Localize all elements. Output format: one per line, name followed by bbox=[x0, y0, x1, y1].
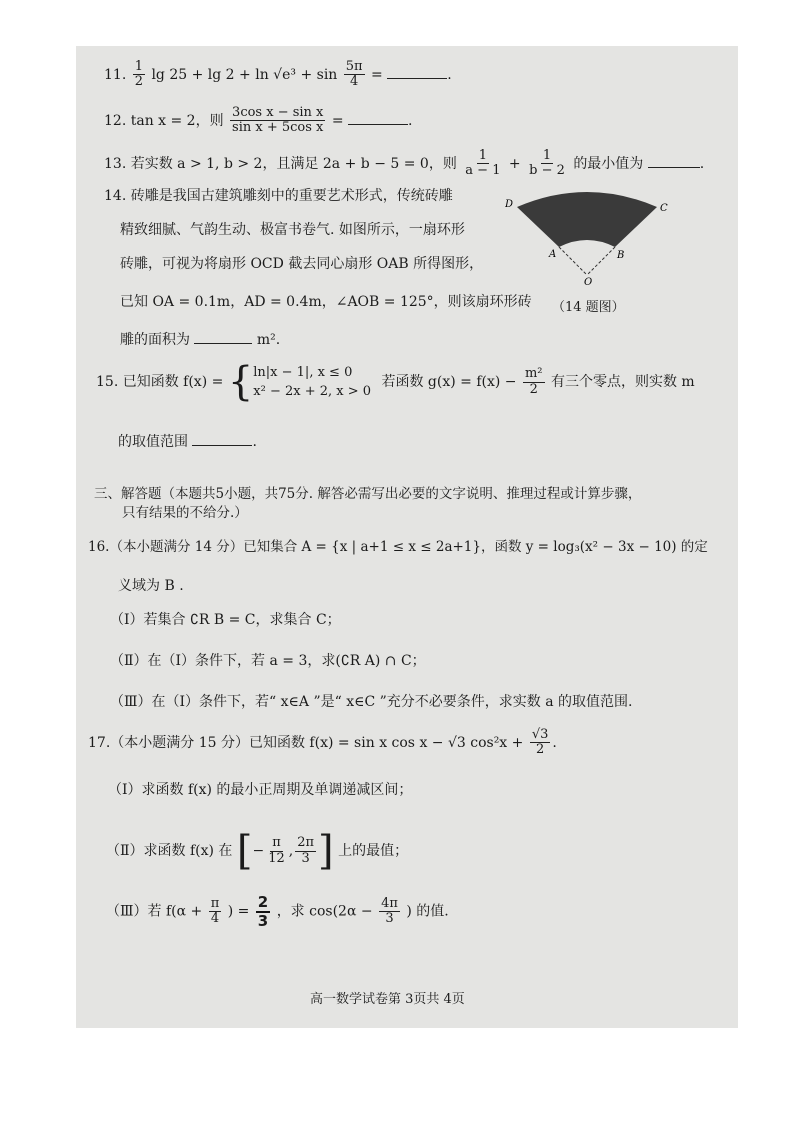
numerator: 2π bbox=[297, 835, 315, 851]
question-text: 的最小值为 bbox=[573, 155, 644, 172]
equals-sign: = bbox=[371, 66, 383, 83]
question-text: ，求 cos(2α − bbox=[276, 903, 373, 920]
fraction-m bbox=[523, 367, 545, 397]
question-13: 13. 若实数 a > 1, b > 2，且满足 2a + b − 5 = 0，则 $\frac{1}{a - 1}$ + $\frac{1}{b - 2}$ 的最小值为 . bbox=[104, 148, 705, 179]
answer-blank bbox=[192, 445, 252, 446]
question-number: 11. bbox=[104, 66, 127, 83]
question-text: 若函数 g(x) = f(x) − bbox=[381, 374, 517, 390]
numerator: 3cos x − sin x bbox=[232, 105, 324, 120]
numerator: 1 bbox=[542, 148, 552, 163]
fraction-pi-over-4 bbox=[209, 897, 222, 927]
fraction-one-half bbox=[133, 60, 145, 90]
question-16-part-2: （Ⅱ）在（Ⅰ）条件下，若 a = 3，求(∁R A) ∩ C； bbox=[110, 653, 426, 669]
question-text: （Ⅲ）若 f(α + bbox=[106, 903, 203, 920]
piecewise-cases bbox=[253, 363, 371, 402]
case-2: x² − 2x + 2, x > 0 bbox=[253, 384, 372, 399]
label-d: D bbox=[505, 199, 514, 210]
left-bracket: [ bbox=[236, 828, 253, 874]
numerator: 1 bbox=[478, 148, 488, 163]
question-17-part-1: （Ⅰ）求函数 f(x) 的最小正周期及单调递减区间； bbox=[108, 782, 413, 798]
question-16-part-3: （Ⅲ）在（Ⅰ）条件下，若“ x∈A ”是“ x∈C ”充分不必要条件，求实数 a 的取值范围. bbox=[110, 694, 633, 710]
question-number: 15. bbox=[96, 374, 119, 390]
answer-blank bbox=[348, 124, 408, 125]
dashed-radius-right bbox=[587, 247, 615, 275]
annular-sector-shape bbox=[517, 192, 657, 247]
question-17 bbox=[88, 728, 557, 758]
piecewise-brace: { bbox=[227, 359, 254, 405]
question-16-line-1: 16.（本小题满分 14 分）已知集合 A = {x | a+1 ≤ x ≤ 2a+1}，函数 y = log₃(x² − 3x − 10) 的定 bbox=[88, 539, 708, 555]
question-14-line-2: 精致细腻、气韵生动、极富书卷气. 如图所示，一扇环形 bbox=[120, 222, 465, 238]
fraction-root3-over-2 bbox=[530, 728, 551, 758]
interval-end bbox=[295, 836, 316, 866]
numerator: π bbox=[210, 895, 220, 911]
question-text: 上的最值； bbox=[338, 843, 409, 859]
question-15 bbox=[96, 359, 695, 405]
denominator: 3 bbox=[257, 911, 269, 930]
section-3-note: 只有结果的不给分.） bbox=[122, 505, 248, 521]
denominator: 2 bbox=[529, 381, 538, 397]
question-text: ) 的值. bbox=[406, 903, 449, 920]
numerator: √3 bbox=[531, 727, 549, 742]
fraction-4pi-over-3 bbox=[379, 897, 400, 927]
label-o: O bbox=[584, 277, 593, 288]
dashed-radius-left bbox=[559, 247, 587, 275]
page-footer: 高一数学试卷第 3页共 4页 bbox=[310, 992, 465, 1007]
question-17-part-3 bbox=[106, 894, 449, 929]
unit-text: m². bbox=[256, 332, 281, 348]
question-text: ) = bbox=[227, 903, 250, 920]
question-number: 14. bbox=[104, 188, 127, 204]
denominator: 3 bbox=[385, 911, 394, 926]
label-c: C bbox=[660, 203, 668, 214]
question-text: 有三个零点，则实数 m bbox=[550, 374, 695, 390]
denominator: 4 bbox=[350, 74, 359, 90]
fraction-angle bbox=[344, 60, 365, 90]
question-14-line-3: 砖雕，可视为将扇形 OCD 截去同心扇形 OAB 所得图形， bbox=[120, 256, 484, 272]
question-15-line-2: 的取值范围 . bbox=[118, 434, 257, 450]
interval-start bbox=[266, 836, 287, 866]
label-a: A bbox=[549, 249, 557, 260]
answer-blank bbox=[194, 343, 252, 344]
question-text: 的取值范围 bbox=[118, 434, 188, 450]
denominator: 12 bbox=[268, 850, 285, 866]
question-17-part-2: （Ⅱ）求函数 f(x) 在 [− $\frac{\pi}{12}$ , $\frac{2\pi}{3}$ ] 上的最值； bbox=[106, 828, 409, 874]
denominator: sin x + 5cos x bbox=[232, 120, 324, 136]
numerator: 2 bbox=[257, 893, 269, 911]
numerator: 4π bbox=[381, 895, 398, 911]
question-11: 11. $\frac{1}{2}$ lg 25 + lg 2 + ln √e³ + sin $\frac{5\pi}{4}$ = . bbox=[104, 59, 452, 90]
question-text: （Ⅱ）求函数 f(x) 在 bbox=[106, 843, 233, 859]
question-12: 12. tan x = 2，则 $\frac{\text{3cos x − sin x}}{\text{sin x + 5cos x}}$ = . bbox=[104, 105, 413, 136]
case-1: ln|x − 1|, x ≤ 0 bbox=[253, 364, 353, 380]
numerator: m² bbox=[524, 366, 543, 382]
expression: lg 25 + lg 2 + ln bbox=[151, 66, 269, 83]
question-14-line-5 bbox=[120, 332, 280, 350]
question-text: 17.（本小题满分 15 分）已知函数 f(x) = sin x cos x − √3 cos²x + bbox=[88, 734, 524, 751]
figure-caption: （14 题图） bbox=[552, 300, 625, 315]
expression: + sin bbox=[300, 66, 338, 83]
numerator: 5π bbox=[345, 59, 363, 74]
handwritten-fraction bbox=[256, 894, 270, 929]
period: . bbox=[552, 734, 557, 751]
label-b: B bbox=[617, 250, 625, 261]
denominator: b − 2 bbox=[529, 163, 565, 179]
question-number: 13. bbox=[104, 155, 127, 172]
annular-sector-figure bbox=[505, 185, 670, 290]
right-bracket: ] bbox=[318, 828, 334, 874]
denominator: 2 bbox=[134, 74, 143, 90]
equals-sign: = bbox=[331, 112, 344, 129]
denominator: 2 bbox=[535, 742, 545, 758]
sqrt-term: √e³ bbox=[273, 66, 296, 83]
denominator: 3 bbox=[301, 850, 310, 866]
condition-text: tan x = 2，则 bbox=[130, 112, 224, 129]
answer-blank bbox=[387, 78, 447, 79]
fraction-trig bbox=[230, 106, 325, 136]
denominator: 4 bbox=[210, 911, 220, 926]
answer-blank bbox=[648, 167, 700, 168]
question-14-line-1 bbox=[104, 188, 453, 206]
numerator: 1 bbox=[134, 59, 143, 74]
question-16-part-1: （Ⅰ）若集合 ∁R B = C，求集合 C； bbox=[110, 612, 341, 628]
question-14-line-4: 已知 OA = 0.1m，AD = 0.4m，∠AOB = 125°，则该扇环形砖 bbox=[120, 294, 532, 310]
section-3-heading: 三、解答题（本题共5小题，共75分. 解答必需写出必要的文字说明、推理过程或计算步骤， bbox=[94, 486, 642, 502]
question-number: 12. bbox=[104, 112, 127, 129]
fraction-a bbox=[463, 149, 502, 179]
denominator: a − 1 bbox=[465, 163, 501, 179]
question-text: 雕的面积为 bbox=[120, 332, 190, 348]
numerator: π bbox=[272, 835, 281, 851]
plus-sign: + bbox=[508, 155, 521, 172]
minus-sign: − bbox=[252, 843, 265, 859]
fraction-b bbox=[527, 149, 567, 179]
question-16-line-2: 义域为 B . bbox=[118, 578, 184, 594]
question-text: 若实数 a > 1, b > 2，且满足 2a + b − 5 = 0，则 bbox=[130, 155, 457, 172]
question-text: 已知函数 f(x) = bbox=[122, 374, 224, 390]
question-text: 砖雕是我国古建筑雕刻中的重要艺术形式，传统砖雕 bbox=[130, 188, 453, 204]
